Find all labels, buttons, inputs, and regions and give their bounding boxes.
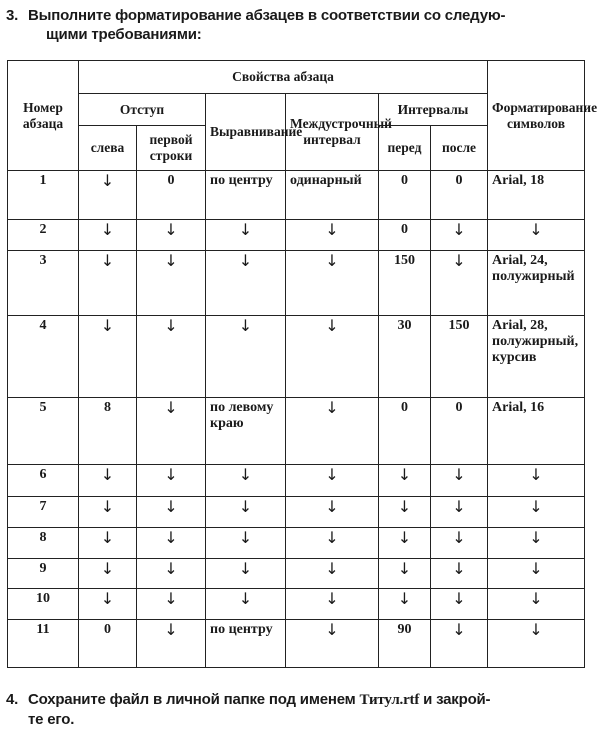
cell-alignment: ↓ xyxy=(206,220,286,251)
cell-char-format: Arial, 16 xyxy=(488,398,585,464)
task-4-text-after: и закрой- xyxy=(419,691,491,708)
header-indent-first-line: первой строки xyxy=(137,126,206,171)
cell-before: ↓ xyxy=(379,464,431,496)
table-row xyxy=(8,559,585,589)
cell-para-number: 6 xyxy=(8,464,79,496)
table-row xyxy=(8,315,585,397)
table-row xyxy=(8,619,585,667)
cell-line-spacing: ↓ xyxy=(286,220,379,251)
cell-para-number: 7 xyxy=(8,496,79,527)
cell-after: ↓ xyxy=(431,559,488,589)
cell-alignment: по центру xyxy=(206,619,286,667)
cell-line-spacing: ↓ xyxy=(286,496,379,527)
table-row xyxy=(8,496,585,527)
cell-indent-first: ↓ xyxy=(137,315,206,397)
cell-alignment: ↓ xyxy=(206,315,286,397)
cell-alignment: ↓ xyxy=(206,464,286,496)
paragraph-format-table xyxy=(7,60,597,668)
cell-indent-first: ↓ xyxy=(137,589,206,619)
cell-alignment: по левому краю xyxy=(206,398,286,464)
cell-char-format: ↓ xyxy=(488,589,585,619)
task-3-line-2: щими требованиями: xyxy=(46,26,202,43)
cell-line-spacing: ↓ xyxy=(286,619,379,667)
cell-line-spacing: ↓ xyxy=(286,528,379,559)
cell-alignment: ↓ xyxy=(206,559,286,589)
cell-char-format: Arial, 28, полужирный, курсив xyxy=(488,315,585,397)
cell-indent-first: ↓ xyxy=(137,464,206,496)
cell-indent-left: 0 xyxy=(79,619,137,667)
cell-before: 0 xyxy=(379,171,431,220)
table-row xyxy=(8,528,585,559)
cell-indent-first: ↓ xyxy=(137,220,206,251)
cell-para-number: 10 xyxy=(8,589,79,619)
cell-alignment: ↓ xyxy=(206,589,286,619)
cell-indent-first: ↓ xyxy=(137,251,206,315)
cell-char-format: ↓ xyxy=(488,220,585,251)
header-indent-left: слева xyxy=(79,126,137,171)
cell-before: ↓ xyxy=(379,528,431,559)
cell-indent-first: ↓ xyxy=(137,398,206,464)
header-after: после xyxy=(431,126,488,171)
cell-indent-left: ↓ xyxy=(79,315,137,397)
cell-before: 0 xyxy=(379,398,431,464)
cell-alignment: ↓ xyxy=(206,528,286,559)
cell-indent-left: ↓ xyxy=(79,251,137,315)
cell-line-spacing: ↓ xyxy=(286,315,379,397)
task-4-line-2: те его. xyxy=(28,711,75,728)
cell-indent-first: 0 xyxy=(137,171,206,220)
header-alignment: Выравнивание xyxy=(206,94,286,171)
cell-line-spacing: ↓ xyxy=(286,559,379,589)
task-4-instruction xyxy=(6,690,586,729)
cell-indent-left: ↓ xyxy=(79,496,137,527)
cell-after: ↓ xyxy=(431,251,488,315)
cell-before: ↓ xyxy=(379,589,431,619)
cell-alignment: по центру xyxy=(206,171,286,220)
task-4-text-before: Сохраните файл в личной папке под именем xyxy=(27,691,360,708)
header-paragraph-properties: Свойства абзаца xyxy=(79,61,488,94)
cell-char-format: Arial, 24, полужирный xyxy=(488,251,585,315)
cell-after: ↓ xyxy=(431,589,488,619)
cell-para-number: 8 xyxy=(8,528,79,559)
table-row xyxy=(8,589,585,619)
cell-para-number: 4 xyxy=(8,315,79,397)
cell-para-number: 2 xyxy=(8,220,79,251)
cell-line-spacing: ↓ xyxy=(286,589,379,619)
cell-para-number: 3 xyxy=(8,251,79,315)
table-row xyxy=(8,251,585,315)
header-para-number: Номер абзаца xyxy=(8,61,79,171)
task-4-number: 4. xyxy=(6,691,19,708)
cell-before: 90 xyxy=(379,619,431,667)
cell-char-format: ↓ xyxy=(488,528,585,559)
cell-indent-left: ↓ xyxy=(79,464,137,496)
cell-line-spacing: ↓ xyxy=(286,251,379,315)
cell-before: 30 xyxy=(379,315,431,397)
header-indent: Отступ xyxy=(79,94,206,126)
header-before: перед xyxy=(379,126,431,171)
cell-para-number: 11 xyxy=(8,619,79,667)
cell-char-format: ↓ xyxy=(488,619,585,667)
header-intervals: Интервалы xyxy=(379,94,488,126)
cell-para-number: 1 xyxy=(8,171,79,220)
table-row xyxy=(8,398,585,464)
cell-alignment: ↓ xyxy=(206,251,286,315)
cell-line-spacing: ↓ xyxy=(286,398,379,464)
table-row xyxy=(8,171,585,220)
cell-before: ↓ xyxy=(379,559,431,589)
cell-char-format: ↓ xyxy=(488,464,585,496)
cell-indent-first: ↓ xyxy=(137,528,206,559)
cell-line-spacing: ↓ xyxy=(286,464,379,496)
cell-indent-left: ↓ xyxy=(79,171,137,220)
cell-after: ↓ xyxy=(431,496,488,527)
table-row xyxy=(8,220,585,251)
cell-after: 0 xyxy=(431,398,488,464)
cell-indent-left: ↓ xyxy=(79,220,137,251)
cell-after: ↓ xyxy=(431,619,488,667)
cell-indent-left: ↓ xyxy=(79,528,137,559)
cell-indent-left: 8 xyxy=(79,398,137,464)
cell-after: ↓ xyxy=(431,528,488,559)
cell-before: ↓ xyxy=(379,496,431,527)
cell-para-number: 9 xyxy=(8,559,79,589)
cell-char-format: ↓ xyxy=(488,496,585,527)
task-3-instruction xyxy=(6,6,586,44)
cell-alignment: ↓ xyxy=(206,496,286,527)
cell-before: 150 xyxy=(379,251,431,315)
cell-indent-first: ↓ xyxy=(137,496,206,527)
cell-indent-first: ↓ xyxy=(137,619,206,667)
cell-para-number: 5 xyxy=(8,398,79,464)
cell-after: 0 xyxy=(431,171,488,220)
cell-char-format: Arial, 18 xyxy=(488,171,585,220)
task-4-filename: Титул.rtf xyxy=(359,692,420,708)
header-line-spacing: Междустрочный интервал xyxy=(286,94,379,171)
cell-before: 0 xyxy=(379,220,431,251)
header-char-format: Форматирование символов xyxy=(488,61,585,171)
table-row xyxy=(8,464,585,496)
cell-line-spacing: одинарный xyxy=(286,171,379,220)
cell-indent-left: ↓ xyxy=(79,559,137,589)
task-3-number: 3. xyxy=(6,7,19,24)
task-3-line-1: Выполните форматирование абзацев в соответствии со следую- xyxy=(27,7,506,24)
cell-after: 150 xyxy=(431,315,488,397)
cell-after: ↓ xyxy=(431,220,488,251)
cell-after: ↓ xyxy=(431,464,488,496)
cell-indent-left: ↓ xyxy=(79,589,137,619)
cell-char-format: ↓ xyxy=(488,559,585,589)
cell-indent-first: ↓ xyxy=(137,559,206,589)
